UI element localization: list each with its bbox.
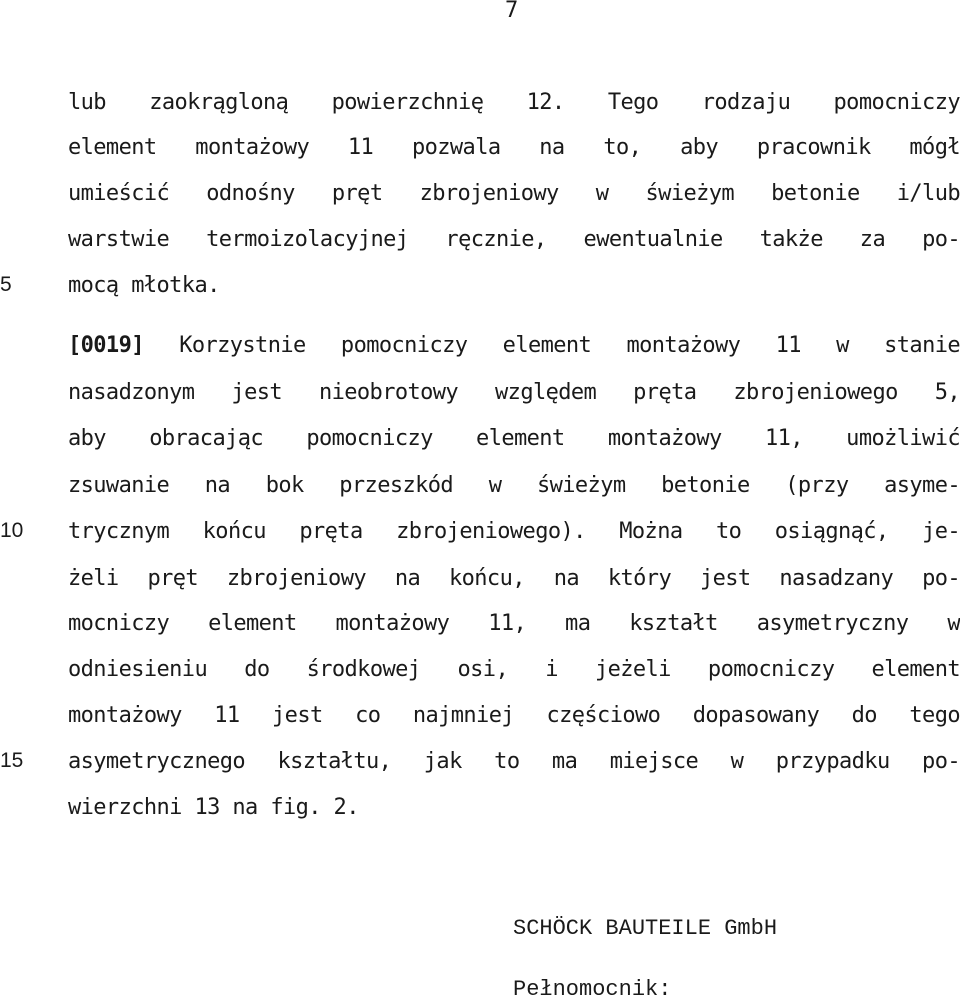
text-line-first — [68, 333, 960, 359]
text-line: warstwie termoizolacyjnej ręcznie, ewentualnie także za po- — [68, 227, 960, 252]
signature-role: Pełnomocnik: — [513, 977, 672, 1002]
text-line: lub zaokrągloną powierzchnię 12. Tego rodzaju pomocniczy — [68, 90, 960, 115]
text-line: mocniczy element montażowy 11, ma kształt asymetryczny w — [68, 611, 960, 636]
text-line: nasadzonym jest nieobrotowy względem pręta zbrojeniowego 5, — [68, 380, 960, 405]
paragraph-id: [0019] — [68, 333, 144, 358]
paragraph-first-line-text: Korzystnie pomocniczy element montażowy 11 w stanie — [179, 333, 960, 358]
text-line: asymetrycznego kształtu, jak to ma miejsce w przypadku po- — [68, 749, 960, 774]
text-line: aby obracając pomocniczy element montażowy 11, umożliwić — [68, 426, 960, 451]
line-number-10: 10 — [0, 519, 24, 542]
page-number: 7 — [505, 0, 519, 23]
text-line: element montażowy 11 pozwala na to, aby pracownik mógł — [68, 135, 960, 160]
line-number-15: 15 — [0, 749, 24, 772]
text-line: mocą młotka. — [68, 273, 220, 298]
text-line: odniesieniu do środkowej osi, i jeżeli pomocniczy element — [68, 657, 960, 682]
text-line: umieścić odnośny pręt zbrojeniowy w świeżym betonie i/lub — [68, 181, 960, 206]
text-line: żeli pręt zbrojeniowy na końcu, na który jest nasadzany po- — [68, 566, 960, 591]
text-line: trycznym końcu pręta zbrojeniowego). Można to osiągnąć, je- — [68, 519, 960, 544]
signature-company: SCHÖCK BAUTEILE GmbH — [513, 916, 778, 941]
line-number-5: 5 — [0, 273, 12, 296]
text-line: zsuwanie na bok przeszkód w świeżym betonie (przy asyme- — [68, 473, 960, 498]
text-line: wierzchni 13 na fig. 2. — [68, 795, 359, 820]
text-line: montażowy 11 jest co najmniej częściowo dopasowany do tego — [68, 703, 960, 728]
